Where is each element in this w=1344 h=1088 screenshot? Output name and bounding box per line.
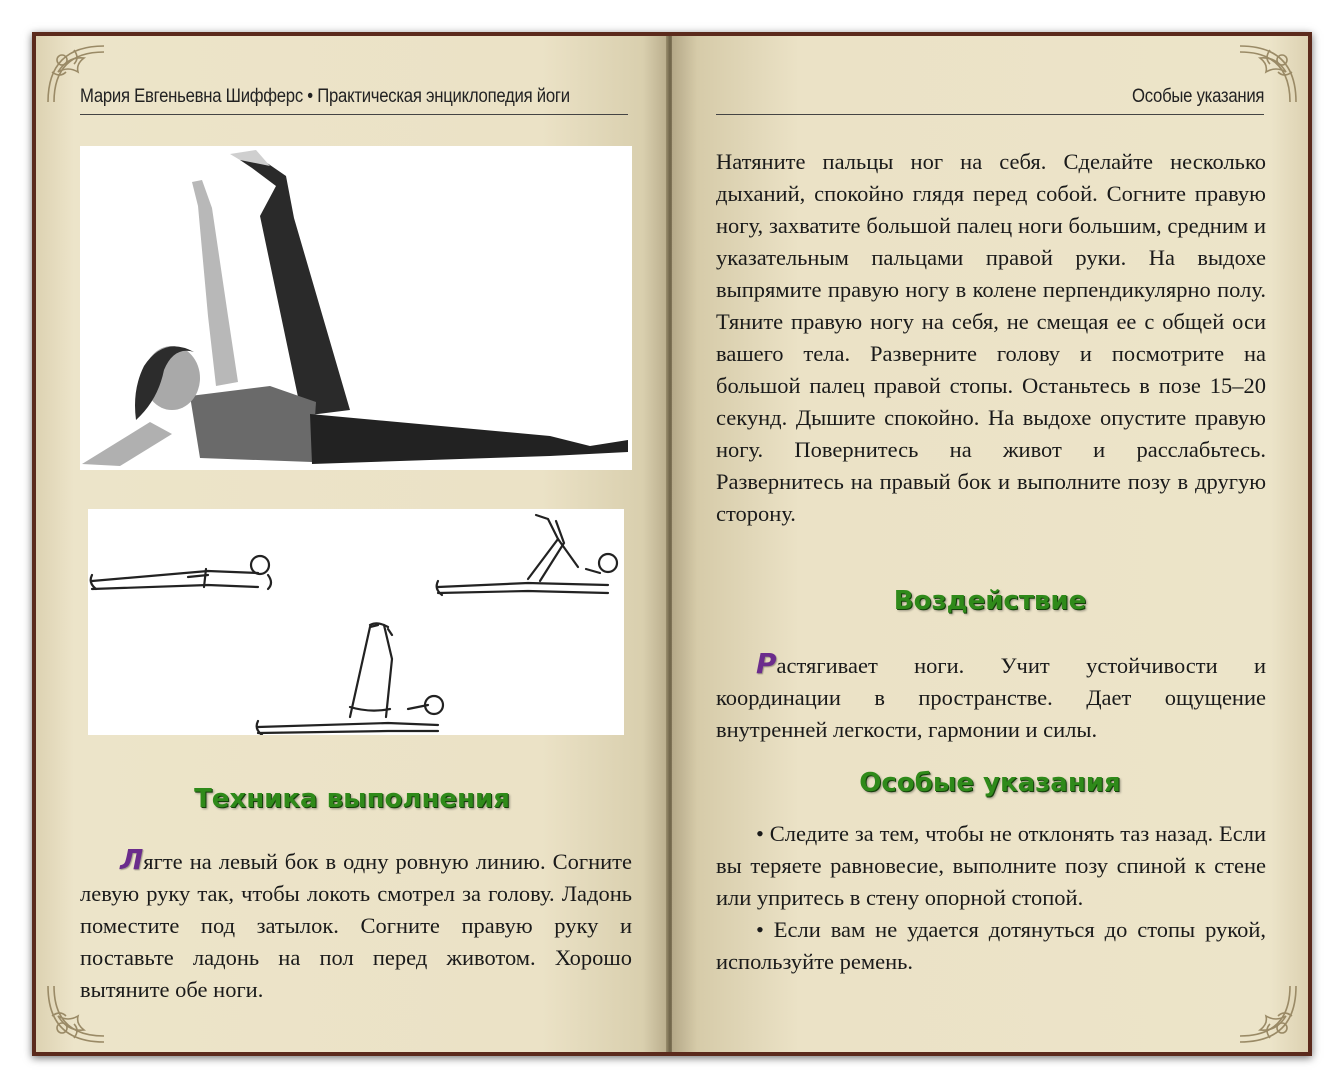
running-header: Мария Евгеньевна Шифферс • Практическая энциклопедия йоги xyxy=(80,86,570,107)
paragraph-text: ягте на левый бок в одну ровную линию. Согните левую руку так, чтобы локоть смотрел за голову. Ладонь поместите под затылок. Согните правую руку и поставьте ладонь на пол перед животом. Хорошо вытяните обе ноги. xyxy=(80,849,632,1002)
section-heading: Техника выполнения xyxy=(194,784,510,814)
notes-heading: Особые указания xyxy=(859,768,1121,798)
effect-heading: Воздействие xyxy=(893,586,1087,616)
header-rule xyxy=(716,114,1264,115)
book-spread xyxy=(32,32,1312,1056)
effect-paragraph xyxy=(716,648,1266,746)
dropcap: Л xyxy=(120,843,144,876)
note-item: • Следите за тем, чтобы не отклонять таз назад. Если вы теряете равновесие, выполните позу спиной к стене или упритесь в стену опорной стопой. xyxy=(716,821,1266,910)
pose-sketch xyxy=(88,509,624,735)
dropcap: Р xyxy=(756,647,777,680)
ornament-corner-icon xyxy=(1230,976,1300,1046)
left-page xyxy=(36,36,668,1052)
note-item: • Если вам не удается дотянуться до стопы рукой, используйте ремень. xyxy=(716,917,1266,974)
paragraph-text: астягивает ноги. Учит устойчивости и координации в пространстве. Дает ощущение внутренней легкости, гармонии и силы. xyxy=(716,653,1266,742)
notes-list xyxy=(716,818,1266,978)
running-header: Особые указания xyxy=(1131,86,1264,107)
right-paragraph: Натяните пальцы ног на себя. Сделайте несколько дыханий, спокойно глядя перед собой. Согните правую ногу, захватите большой палец ноги большим, средним и указательным пальцами правой руки. На выдохе выпрямите правую ногу в колене перпендикулярно полу. Тяните правую ногу на себя, не смещая ее с общей оси вашего тела. Разверните голову и посмотрите на большой палец правой стопы. Останьтесь в позе 15–20 секунд. Дышите спокойно. На выдохе опустите правую ногу. Повернитесь на живот и расслабьтесь. Развернитесь на правый бок и выполните позу в другую сторону. xyxy=(716,149,1266,526)
left-paragraph xyxy=(80,844,632,1006)
header-rule xyxy=(80,114,628,115)
pose-photo xyxy=(80,146,632,470)
right-page xyxy=(672,36,1308,1052)
